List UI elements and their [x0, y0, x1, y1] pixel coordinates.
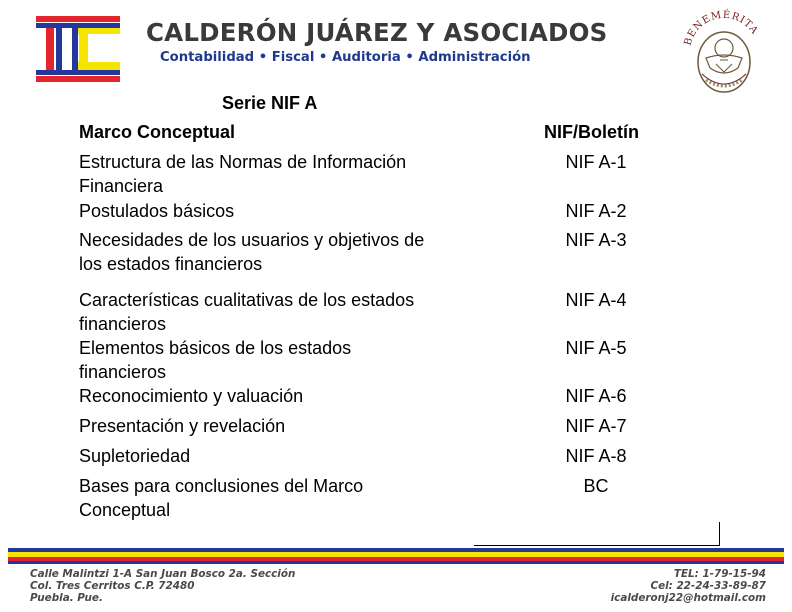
footer-cell: Cel: 22-24-33-89-87	[650, 580, 766, 592]
topic-item	[79, 384, 479, 408]
nif-code: NIF A-3	[565, 230, 627, 250]
topic-line: Presentación y revelación	[79, 416, 286, 436]
topic-item	[79, 336, 479, 384]
topic-item	[79, 444, 479, 468]
series-title: Serie NIF A	[222, 93, 318, 113]
footer-email: icalderonj22@hotmail.com	[610, 592, 766, 604]
topic-line: Necesidades de los usuarios y objetivos de	[79, 230, 425, 250]
university-seal-icon	[676, 8, 772, 98]
footer-stripes	[8, 548, 784, 566]
topic-item	[79, 414, 479, 438]
topic-line: financieros	[79, 362, 167, 382]
firm-tagline: Contabilidad • Fiscal • Auditoria • Administración	[160, 50, 531, 65]
topic-line: Reconocimiento y valuación	[79, 386, 304, 406]
nif-code: NIF A-6	[565, 386, 627, 406]
topic-line: Financiera	[79, 176, 164, 196]
firm-logo	[34, 14, 122, 82]
topic-item	[79, 150, 479, 198]
footer-address-line: Calle Malintzi 1-A San Juan Bosco 2a. Sección	[30, 568, 296, 580]
topic-line: Supletoriedad	[79, 446, 191, 466]
topic-line: Características cualitativas de los estados	[79, 290, 415, 310]
nif-code: NIF A-1	[565, 152, 627, 172]
firm-name: CALDERÓN JUÁREZ Y ASOCIADOS	[146, 18, 608, 47]
nif-code: NIF A-4	[565, 290, 627, 310]
footer-address-line: Puebla. Pue.	[30, 592, 103, 604]
footer-address-line: Col. Tres Cerritos C.P. 72480	[30, 580, 195, 592]
nif-code: BC	[583, 476, 609, 496]
nif-code: NIF A-5	[565, 338, 627, 358]
topic-line: Bases para conclusiones del Marco	[79, 476, 364, 496]
seal-top-text: BENEMÉRITA	[682, 9, 761, 47]
topic-item	[79, 199, 479, 223]
nif-code: NIF A-2	[565, 201, 627, 221]
topic-item	[79, 228, 479, 276]
signature-line-vertical	[719, 522, 720, 546]
topic-line: Postulados básicos	[79, 201, 235, 221]
signature-line	[474, 545, 720, 546]
svg-text:BENEMÉRITA	[683, 9, 761, 47]
topic-line: Estructura de las Normas de Información	[79, 152, 407, 172]
topic-line: financieros	[79, 314, 167, 334]
marco-conceptual-header: Marco Conceptual	[79, 122, 236, 142]
topic-item	[79, 474, 479, 522]
topic-line: Elementos básicos de los estados	[79, 338, 352, 358]
topic-line: Conceptual	[79, 500, 171, 520]
footer-phone: TEL: 1-79-15-94	[673, 568, 766, 580]
nif-boletin-header: NIF/Boletín	[544, 122, 639, 142]
topic-line: los estados financieros	[79, 254, 263, 274]
nif-code: NIF A-8	[565, 446, 627, 466]
topic-item	[79, 288, 479, 336]
nif-code: NIF A-7	[565, 416, 627, 436]
